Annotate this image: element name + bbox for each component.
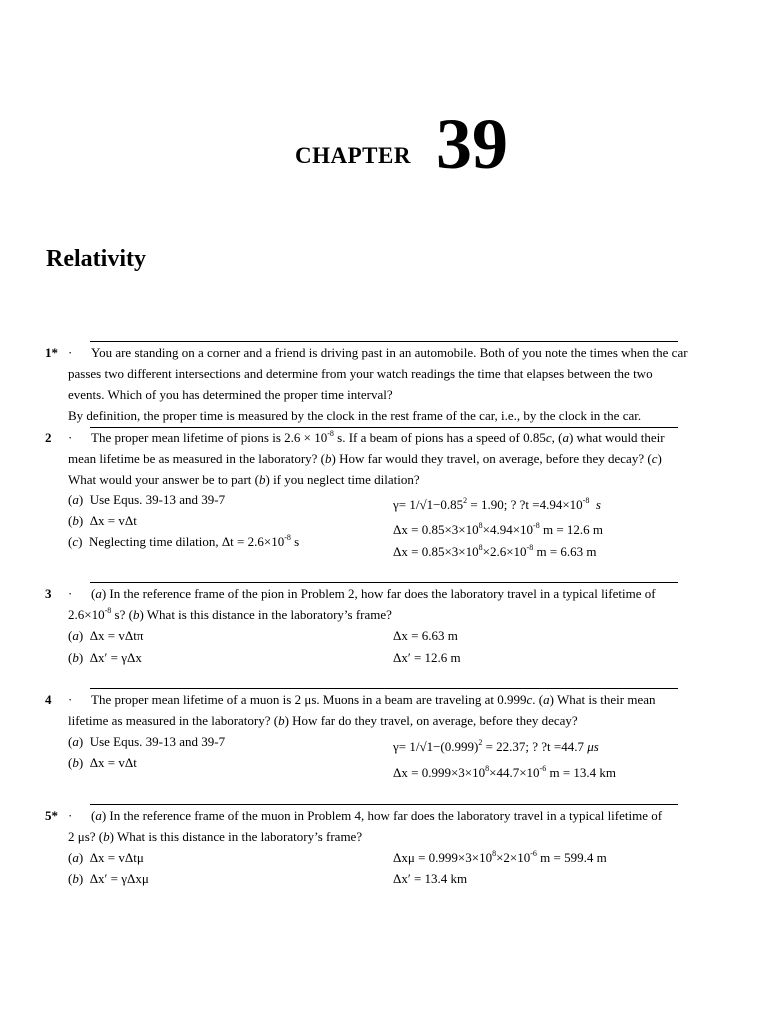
problem-number: 5*: [45, 808, 58, 823]
result-a: $\gamma= 1/√1-0.85^2 = 1.90$; ? ?t $=4.94\times 10^{-8}$ s: [393, 496, 601, 512]
question-line: $2.6\times 10^{-8}$ s? (b) What is this distance in the laboratory’s frame?: [68, 606, 392, 622]
question-line: (a) In the reference frame of the pion in Problem 2, how far does the laboratory travel in a typical lifetime of: [91, 586, 656, 601]
part-a: (a) Use Equs. 39-13 and 39-7: [68, 492, 226, 507]
chapter-label: CHAPTER: [295, 143, 411, 168]
question-line: 2 μs? (b) What is this distance in the laboratory’s frame?: [68, 829, 363, 844]
question-line: What would your answer be to part (b) if you neglect time dilation?: [68, 472, 420, 487]
bullet: ·: [68, 345, 73, 360]
answer-line: By definition, the proper time is measured by the clock in the rest frame of the car, i.e., by the clock in the car.: [68, 408, 642, 423]
result-a: Δx = 6.63 m: [393, 628, 458, 643]
bullet: ·: [68, 692, 73, 707]
problem-number: 1*: [45, 345, 58, 360]
result-b: Δx′ = 13.4 km: [393, 871, 468, 886]
result-b: $\Delta x = 0.999\times 3\times 10^8\times 44.7\times 10^{-6}$ m = 13.4 km: [393, 764, 617, 780]
page-title: Relativity: [46, 246, 146, 272]
result-b: $\Delta x = 0.85\times 3\times 10^8\times 4.94\times 10^{-8}$ m = 12.6 m: [393, 521, 604, 537]
result-a: $\gamma= 1/√1-(0.999)^2 = 22.37$; ? ?t =44.7 μs: [393, 738, 599, 754]
part-a: (a) Δx = vΔtπ: [68, 628, 144, 643]
part-a: (a) Δx = vΔtμ: [68, 850, 144, 865]
chapter-number: 39: [436, 104, 508, 184]
problem-number: 3: [45, 586, 52, 601]
question-line: (a) In the reference frame of the muon in Problem 4, how far does the laboratory travel in a typical lifetime of: [91, 808, 663, 823]
question-line: mean lifetime be as measured in the laboratory? (b) How far would they travel, on average, before they decay? (c): [68, 451, 662, 466]
problem-number: 4: [45, 692, 52, 707]
problem-number: 2: [45, 430, 52, 445]
question-line: You are standing on a corner and a friend is driving past in an automobile. Both of you note the times when the car: [91, 345, 688, 360]
question-line: events. Which of you has determined the proper time interval?: [68, 387, 393, 402]
part-b: (b) Δx = vΔt: [68, 513, 137, 528]
bullet: ·: [68, 430, 73, 445]
question-line: lifetime as measured in the laboratory? (b) How far do they travel, on average, before they decay?: [68, 713, 578, 728]
part-c: (c) Neglecting time dilation, $\Delta t = 2.6\times 10^{-8}$ s: [68, 533, 300, 549]
part-b: (b) Δx′ = γΔxμ: [68, 871, 149, 886]
result-b: Δx′ = 12.6 m: [393, 650, 461, 665]
part-a: (a) Use Equs. 39-13 and 39-7: [68, 734, 226, 749]
question-line: passes two different intersections and determine from your watch readings the time that elapses between the two: [68, 366, 653, 381]
question-line: The proper mean lifetime of a muon is 2 μs. Muons in a beam are traveling at 0.999c. (a) What is their mean: [91, 692, 656, 707]
result-a: $\Delta x\mu = 0.999\times 3\times 10^8\times 2\times 10^{-6}$ m = 599.4 m: [393, 849, 607, 865]
part-b: (b) Δx′ = γΔx: [68, 650, 142, 665]
result-c: $\Delta x = 0.85\times 3\times 10^8\times 2.6\times 10^{-8}$ m = 6.63 m: [393, 543, 597, 559]
bullet: ·: [68, 586, 73, 601]
bullet: ·: [68, 808, 73, 823]
part-b: (b) Δx = vΔt: [68, 755, 137, 770]
question-line: The proper mean lifetime of pions is $2.6 \times 10^{-8}$ s. If a beam of pions has a speed of 0.85c, (a) what would their: [91, 429, 665, 445]
